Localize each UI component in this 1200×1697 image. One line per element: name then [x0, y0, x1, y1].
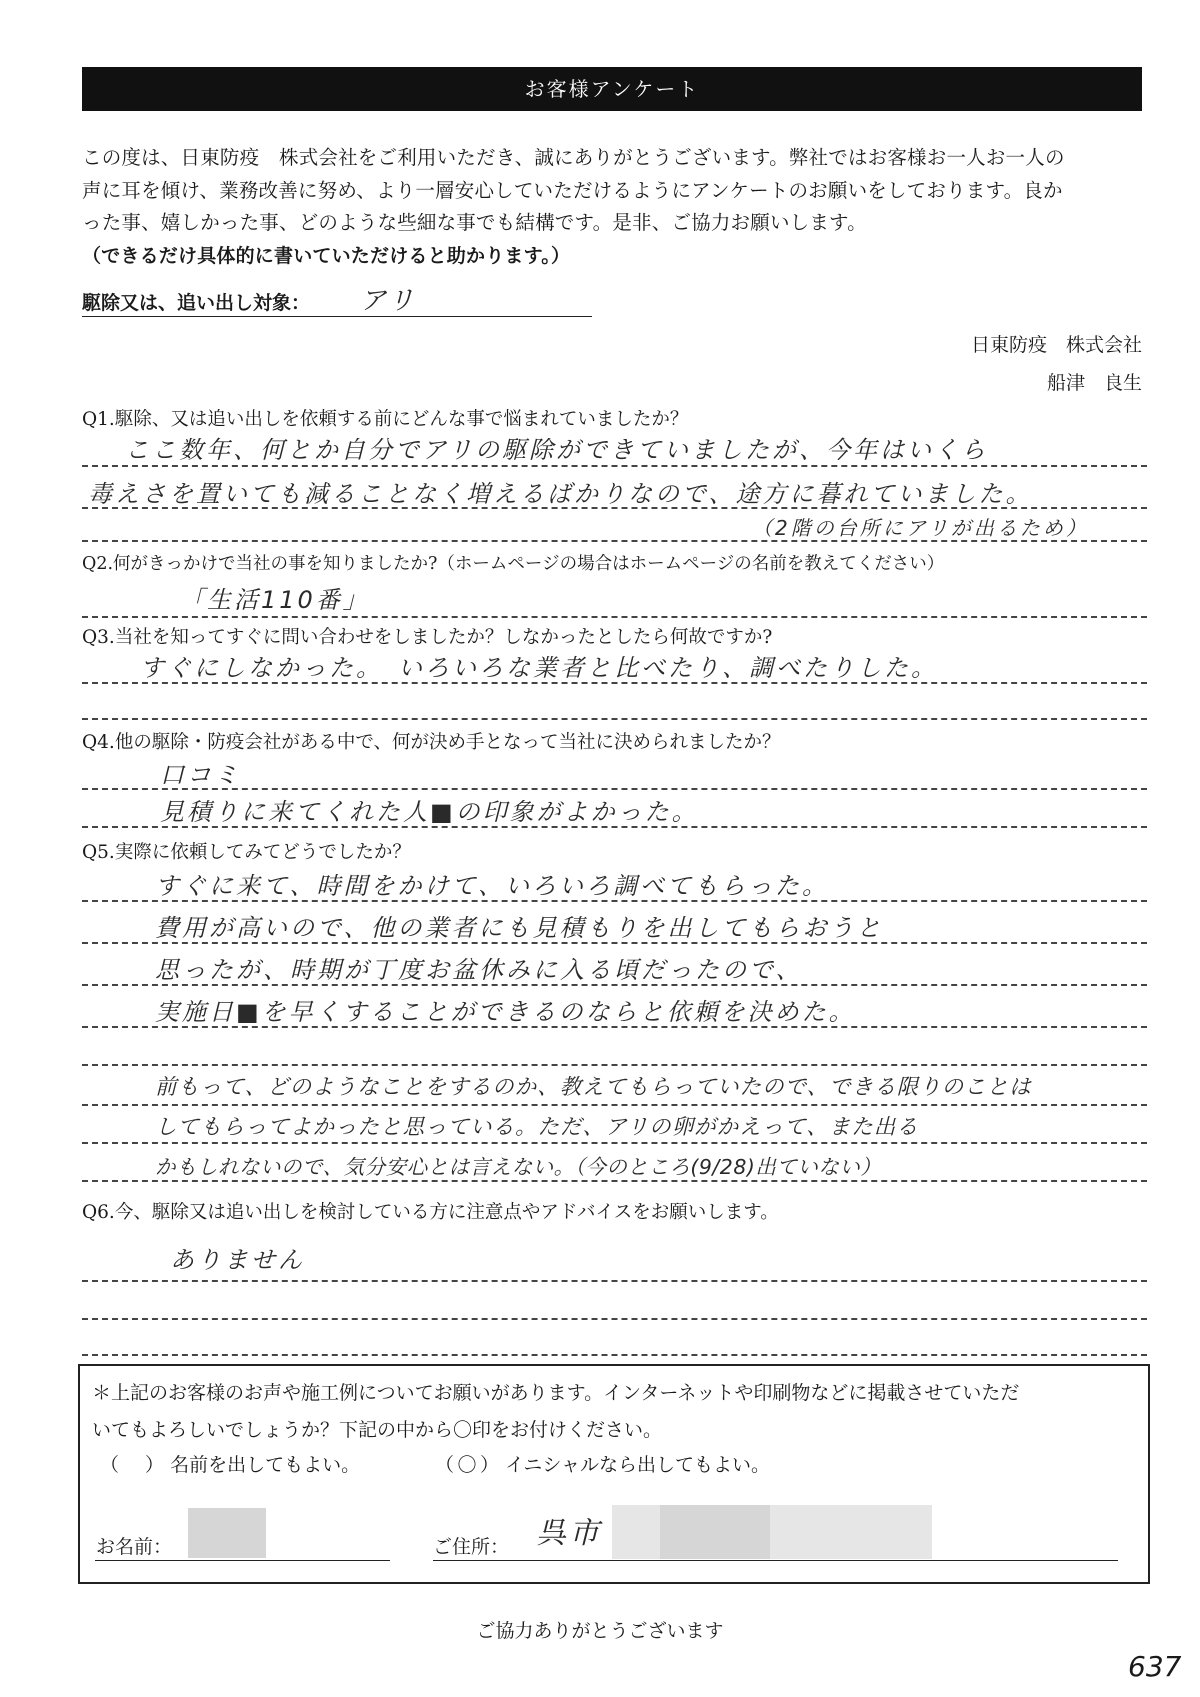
answer-q1-line1: ここ数年、何とか自分でアリの駆除ができていましたが、今年はいくら — [125, 436, 989, 464]
name-underline — [95, 1560, 390, 1561]
option-paren-open: （ — [100, 1454, 120, 1476]
answer-line — [82, 1142, 1147, 1144]
answer-q6-line1: ありません — [170, 1246, 305, 1274]
question-q6: Q6.今、駆除又は追い出しを検討している方に注意点やアドバイスをお願いします。 — [82, 1202, 779, 1223]
name-redacted — [188, 1508, 266, 1558]
consent-text — [92, 1375, 1142, 1449]
answer-q5-line3: 思ったが、時期が丁度お盆休みに入る頃だったので、 — [155, 956, 803, 984]
consent-option-name[interactable] — [100, 1450, 360, 1477]
target-label: 駆除又は、追い出し対象： — [82, 292, 311, 314]
answer-q1-note: （2階の台所にアリが出るため） — [752, 516, 1089, 540]
answer-line — [82, 1180, 1147, 1182]
option-paren-close: ） — [145, 1454, 165, 1476]
target-underline — [82, 316, 592, 317]
address-redacted-dark — [660, 1505, 770, 1559]
target-value: アリ — [360, 286, 417, 316]
answer-line — [82, 942, 1147, 944]
question-q1: Q1.駆除、又は追い出しを依頼する前にどんな事で悩まれていましたか？ — [82, 409, 689, 430]
answer-line — [82, 1026, 1147, 1028]
option-paren-close: ） — [480, 1454, 500, 1476]
company-name: 日東防疫 株式会社 — [970, 334, 1142, 356]
option-paren-open: （ — [435, 1454, 455, 1476]
address-city: 呉市 — [536, 1516, 602, 1551]
answer-q2-line1: 「生活110番」 — [180, 586, 370, 614]
answer-line — [82, 540, 1147, 542]
page-number: 637 — [1128, 1650, 1182, 1683]
answer-line — [82, 1318, 1147, 1320]
footer-thanks: ご協力ありがとうございます — [476, 1620, 724, 1642]
answer-line — [82, 616, 1147, 618]
intro-paragraph — [82, 142, 1147, 272]
option2-label: イニシャルなら出してもよい。 — [505, 1454, 770, 1476]
company-person: 船津 良生 — [1046, 372, 1142, 394]
answer-line — [82, 900, 1147, 902]
address-underline — [433, 1560, 1118, 1561]
answer-line — [82, 1354, 1147, 1356]
answer-line — [82, 682, 1147, 684]
answer-q4-line1: 口コミ — [160, 761, 241, 789]
answer-q5-line4: 実施日■を早くすることができるのならと依頼を決めた。 — [155, 998, 856, 1026]
intro-note: （できるだけ具体的に書いていただけると助かります。） — [82, 244, 571, 267]
answer-line — [82, 1104, 1147, 1106]
answer-q1-line2: 毒えさを置いても減ることなく増えるばかりなので、途方に暮れていました。 — [88, 480, 1033, 508]
answer-q3-line1: すぐにしなかった。 いろいろな業者と比べたり、調べたりした。 — [140, 654, 938, 682]
answer-q5-line6: してもらってよかったと思っている。ただ、アリの卵がかえって、また出る — [155, 1115, 919, 1140]
intro-line: った事、嬉しかった事、どのような些細な事でも結構です。是非、ご協力お願いします。 — [82, 211, 867, 234]
answer-q5-line5: 前もって、どのようなことをするのか、教えてもらっていたので、できる限りのことは — [155, 1075, 1032, 1100]
consent-line: いてもよろしいでしょうか？下記の中から〇印をお付けください。 — [92, 1419, 663, 1441]
survey-title: お客様アンケート — [524, 77, 700, 101]
answer-line — [82, 984, 1147, 986]
consent-option-initials[interactable] — [435, 1450, 770, 1477]
answer-line — [82, 788, 1147, 790]
question-q2: Q2.何がきっかけで当社の事を知りましたか?（ホームページの場合はホームページの名前を教えてください） — [82, 554, 945, 574]
answer-line — [82, 1280, 1147, 1282]
answer-q5-line1: すぐに来て、時間をかけて、いろいろ調べてもらった。 — [155, 872, 830, 900]
question-q3: Q3.当社を知ってすぐに問い合わせをしましたか？しなかったとしたら何故ですか? — [82, 627, 773, 648]
question-q5: Q5.実際に依頼してみてどうでしたか？ — [82, 842, 411, 863]
name-label: お名前： — [96, 1536, 173, 1558]
answer-q5-line2: 費用が高いので、他の業者にも見積もりを出してもらおうと — [155, 914, 884, 942]
answer-q4-line2: 見積りに来てくれた人■の印象がよかった。 — [160, 798, 699, 826]
question-q4: Q4.他の駆除・防疫会社がある中で、何が決め手となって当社に決められましたか？ — [82, 732, 781, 753]
answer-q5-line7: かもしれないので、気分安心とは言えない。（今のところ(9/28)出ていない） — [155, 1155, 882, 1179]
option2-mark: 〇 — [457, 1454, 477, 1476]
answer-line — [82, 718, 1147, 720]
option1-label: 名前を出してもよい。 — [170, 1454, 361, 1476]
answer-line — [82, 507, 1147, 509]
answer-line — [82, 1064, 1147, 1066]
intro-line: 声に耳を傾け、業務改善に努め、より一層安心していただけるようにアンケートのお願いをしております。良か — [82, 178, 1063, 202]
answer-line — [82, 465, 1147, 467]
consent-line: ＊上記のお客様のお声や施工例についてお願いがあります。インターネットや印刷物などに掲載させていただ — [92, 1382, 1020, 1404]
address-label: ご住所： — [433, 1536, 510, 1558]
answer-line — [82, 826, 1147, 828]
survey-title-bar — [82, 67, 1142, 111]
intro-line: この度は、日東防疫 株式会社をご利用いただき、誠にありがとうございます。弊社ではお客様お一人お一人の — [82, 146, 1065, 169]
